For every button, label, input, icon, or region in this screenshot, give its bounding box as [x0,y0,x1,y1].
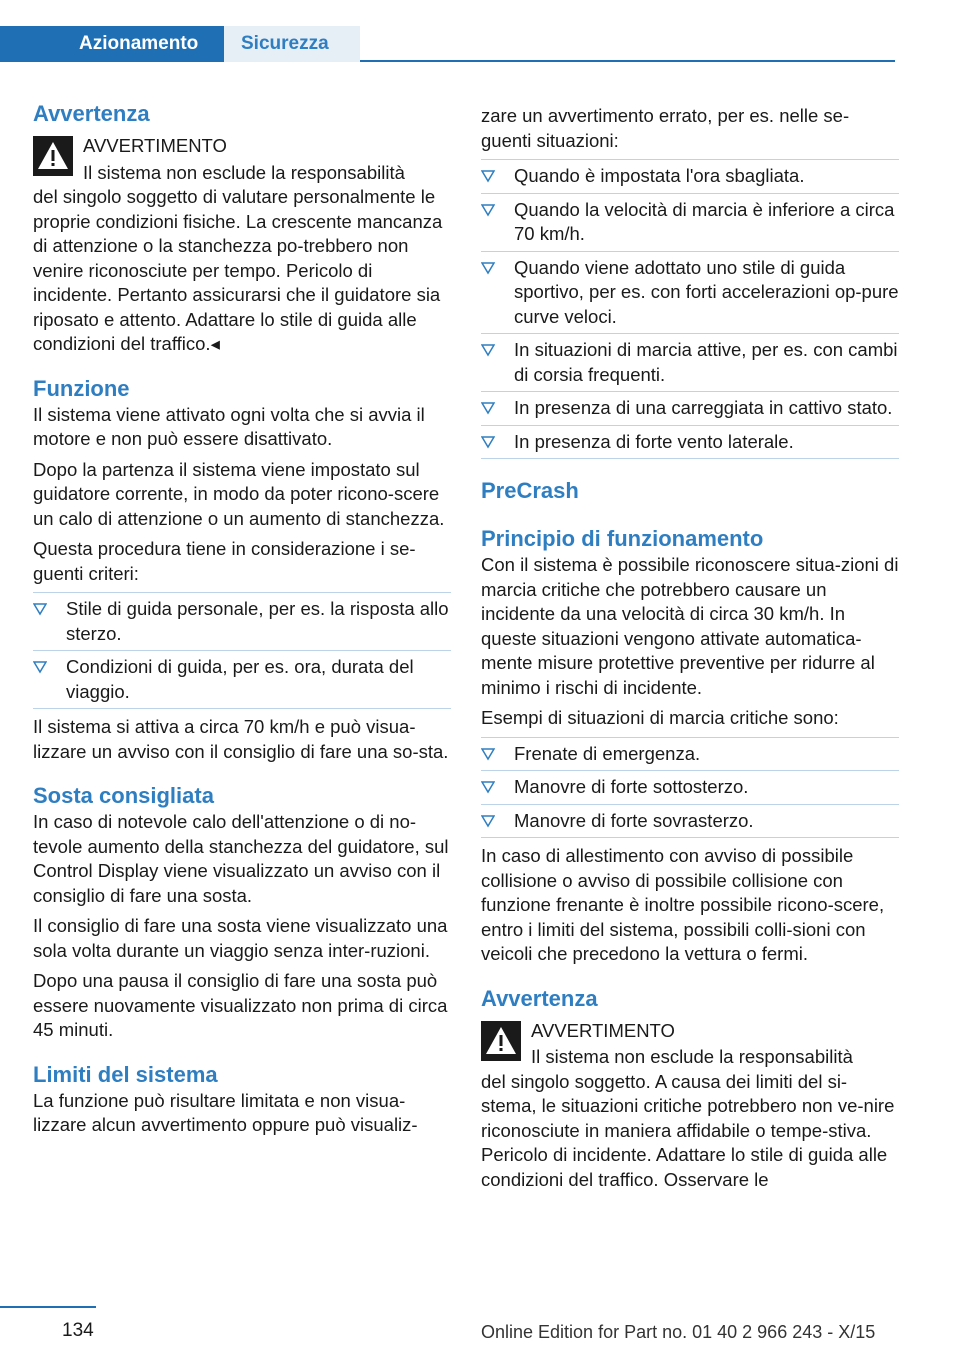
funzione-paragraph-4: Il sistema si attiva a circa 70 km/h e può visua-lizzare un avviso con il consiglio di fare una so-sta. [33,716,449,762]
warning-block [33,134,451,357]
warning-triangle-icon [33,136,73,176]
bullet-triangle-icon [481,401,495,415]
left-column [33,100,451,1144]
principio-paragraph-1: Con il sistema è possibile riconoscere situa-zioni di marcia critiche che potrebbero causare un incidente da una velocità di circa 30 km/h. In queste situazioni vengono attivate automatica-mente misure protettive preventive per ridurre al minimo i rischi di incidente. [481,554,899,698]
edition-text: Online Edition for Part no. 01 40 2 966 243 - X/15 [481,1322,876,1342]
limiti-paragraph-1: La funzione può risultare limitata e non visua-lizzare alcun avvertimento oppure può visualiz- [33,1089,418,1135]
limiti-continuation: zare un avvertimento errato, per es. nelle se-guenti situazioni: [481,105,850,151]
list-item-text: Frenate di emergenza. [514,742,701,764]
bullet-triangle-icon [481,780,495,794]
list-item [33,651,451,709]
footer-line [0,1306,96,1308]
bullet-triangle-icon [481,343,495,357]
principio-heading: Principio di funzionamento [481,526,764,551]
list-item [33,593,451,651]
list-item-text: Quando viene adottato uno stile di guida sportivo, per es. con forti accelerazioni op-pure curve veloci. [514,256,899,327]
bullet-triangle-icon [481,203,495,217]
warning-text: del singolo soggetto di valutare personalmente le proprie condizioni fisiche. La crescente mancanza di attenzione o la stanchezza po-trebbero non venire riconosciute per tempo. Pericolo di incidente. Pertanto assicurarsi che il guidatore sia riposato e attento. Adattare lo stile di guida alle condizioni del traffico.◂ [33,186,443,354]
list-item [481,771,899,805]
list-item-text: Stile di guida personale, per es. la risposta allo sterzo. [66,598,449,644]
warning-first-line: Il sistema non esclude la responsabilità [531,1046,853,1067]
right-column [481,104,899,1192]
list-item-text: Condizioni di guida, per es. ora, durata del viaggio. [66,656,414,702]
list-item-text: In presenza di forte vento laterale. [514,430,794,452]
list-item [481,392,899,426]
warning-block-2 [481,1019,899,1193]
sosta-paragraph-2: Il consiglio di fare una sosta viene visualizzato una sola volta durante un viaggio senza inter-ruzioni. [33,915,448,961]
page-number: 134 [62,1320,94,1341]
precrash-heading: PreCrash [481,478,579,503]
list-item-text: In presenza di una carreggiata in cattivo stato. [514,397,893,418]
list-item [481,334,899,392]
funzione-paragraph-3: Questa procedura tiene in considerazione i se-guenti criteri: [33,538,416,584]
principio-paragraph-2: Esempi di situazioni di marcia critiche sono: [481,707,839,728]
esempi-list [481,737,899,839]
bullet-triangle-icon [481,814,495,828]
warning-first-line: Il sistema non esclude la responsabilità [83,161,405,183]
principio-paragraph-3: In caso di allestimento con avviso di possibile collisione o avviso di possibile collisione con funzione frenante è inoltre possibile ricono-scere, entro i limiti del sistema, possibili colli-sioni con veicoli che precedono la vettura o fermi. [481,845,885,964]
list-item-text: Quando la velocità di marcia è inferiore a circa 70 km/h. [514,198,895,244]
avvertenza-heading: Avvertenza [33,101,150,126]
tab-azionamento[interactable]: Azionamento [0,26,224,62]
list-item [481,805,899,839]
sosta-paragraph-3: Dopo una pausa il consiglio di fare una sosta può essere nuovamente visualizzato non prima di circa 45 minuti. [33,970,448,1040]
criteri-list [33,592,451,709]
bullet-triangle-icon [481,169,495,183]
tab-sicurezza[interactable]: Sicurezza [224,26,360,62]
warning-text: del singolo soggetto. A causa dei limiti del si-stema, le situazioni critiche potrebbero non ve-nire riconosciute in maniera affidabile o tempe-stiva. Pericolo di incidente. Adattare lo stile di guida alle condizioni del traffico. Osservare le [481,1070,895,1190]
list-item [481,252,899,335]
funzione-paragraph-1: Il sistema viene attivato ogni volta che si avvia il motore e non può essere disattivato. [33,403,425,449]
list-item [481,160,899,194]
list-item-text: In situazioni di marcia attive, per es. con cambi di corsia frequenti. [514,339,898,385]
warning-label: AVVERTIMENTO [531,1019,675,1041]
list-item [481,426,899,460]
list-item [481,194,899,252]
funzione-heading: Funzione [33,375,130,401]
situazioni-list [481,159,899,459]
funzione-paragraph-2: Dopo la partenza il sistema viene impostato sul guidatore corrente, in modo da poter ricono-scere un calo di attenzione o un aumento di stanchezza. [33,458,445,529]
bullet-triangle-icon [33,660,47,674]
limiti-heading: Limiti del sistema [33,1061,218,1087]
bullet-triangle-icon [481,747,495,761]
bullet-triangle-icon [481,435,495,449]
warning-triangle-icon [481,1021,521,1061]
list-item [481,738,899,772]
warning-label: AVVERTIMENTO [83,135,227,156]
avvertenza-heading-2: Avvertenza [481,985,598,1011]
list-item-text: Manovre di forte sottosterzo. [514,776,749,797]
sosta-heading: Sosta consigliata [33,783,214,808]
bullet-triangle-icon [33,602,47,616]
list-item-text: Quando è impostata l'ora sbagliata. [514,165,805,186]
list-item-text: Manovre di forte sovrasterzo. [514,809,754,831]
header-tabbar [0,26,895,62]
bullet-triangle-icon [481,261,495,275]
sosta-paragraph-1: In caso di notevole calo dell'attenzione o di no-tevole aumento della stanchezza del guidatore, sul Control Display viene visualizzato un avviso con il consiglio di fare una sosta. [33,811,449,906]
